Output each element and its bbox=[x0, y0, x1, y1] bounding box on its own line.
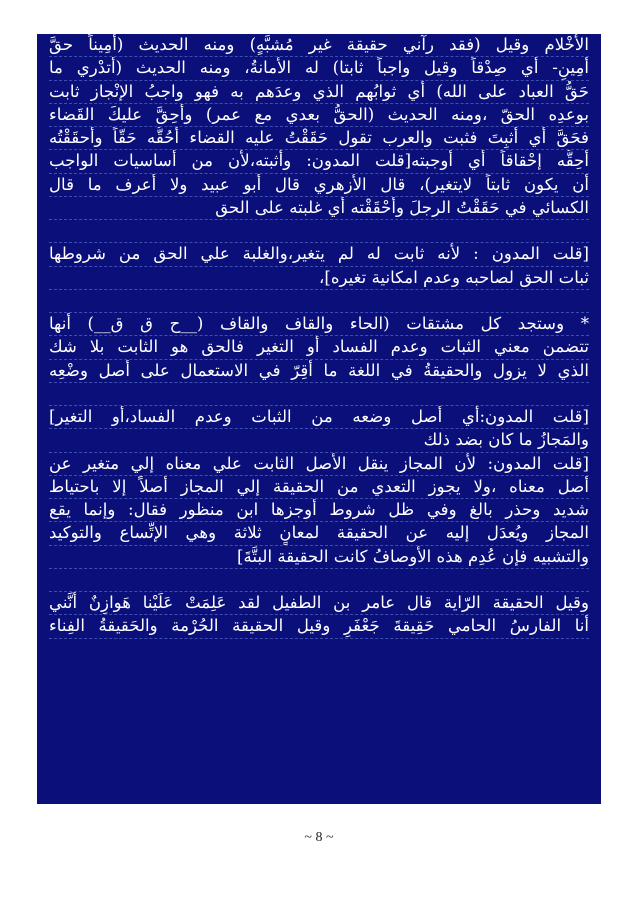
blank-line bbox=[49, 569, 589, 592]
text-line: فحَقَّ أي أُثبِتَ فثبت والعرب تقول حَقَقْتُ عليه القضاء أحُقُّه حَقّاً وأحقَقْتُه bbox=[49, 127, 589, 150]
text-line: شديد وحذر بالغ وفي ظل شروط أوجزها ابن منظور فقال: وإنما يقع bbox=[49, 499, 589, 522]
text-line: أصل معناه ،ولا يجوز التعدي من الحقيقة إلي المجاز أصلاً إلا باحتياط bbox=[49, 476, 589, 499]
text-line: * وستجد كل مشتقات (الحاء والقاف والقاف (__ح ق ق__) أنها bbox=[49, 313, 589, 336]
text-panel bbox=[37, 34, 601, 804]
text-line: [قلت المدون : لأنه ثابت له لم يتغير،والغلبة علي الحق من شروطها bbox=[49, 243, 589, 266]
page-number: ~ 8 ~ bbox=[304, 830, 334, 845]
text-line: والمَجازُ ما كان بضد ذلك bbox=[49, 429, 589, 452]
text-line: بوعدِه الحقّ ،ومنه الحديث (الحقُّ بعدي مع عمر) وأُحِقَّ عليكَ القَضاء bbox=[49, 104, 589, 127]
text-line: أن يكون ثابتاً لايتغير)، قال الأزهري قال أبو عبيد ولا أعرف ما قال bbox=[49, 174, 589, 197]
text-line: حَقُّ العباد على الله) أي ثوابُهم الذي وعدَهم به فهو واجبُ الإنْجاز ثابت bbox=[49, 81, 589, 104]
text-line: الكسائي في حَقَقْتُ الرجلَ وأحْقَقْته أي غلبته على الحق bbox=[49, 197, 589, 220]
text-line: أمِينٍ- أي صِدْقاً وقيل واجباً ثابتا) له الأمانةُ، ومنه الحديث (أتدْري ما bbox=[49, 57, 589, 80]
text-line: [قلت المدون: لأن المجاز ينقل الأصل الثابت علي معناه إلي متغير عن bbox=[49, 453, 589, 476]
text-line: المجاز ويُعدَل إليه عن الحقيقة لمعانٍ ثلاثة وهي الإتِّساع والتوكيد bbox=[49, 522, 589, 545]
text-line: ثبات الحق لصاحبه وعدم امكانية تغيره]، bbox=[49, 267, 589, 290]
blank-line bbox=[49, 290, 589, 313]
text-line: تتضمن معني الثبات وعدم الفساد أو التغير فالحق هو الثابت بلا شك bbox=[49, 336, 589, 359]
blank-line bbox=[49, 383, 589, 406]
blank-line bbox=[49, 220, 589, 243]
text-line: وقيل الحقيقة الرّاية قال عامر بن الطفيل لقد عَلِمَتْ عَلَيْنا هَوازِنٌ أنَّني bbox=[49, 592, 589, 615]
text-line: أُحِقُّه إحْقاقاً أي أوجبته[قلت المدون: وأثبته،لأن من أساسيات الواجب bbox=[49, 150, 589, 173]
text-line: الأخْلام وقيل (فقد رآني حقيقة غير مُشبَّهٍ) ومنه الحديث (أمِيناً حقَّ bbox=[49, 34, 589, 57]
text-line: أنا الفارسُ الحامي حَقِيقةَ جَعْفَرِ وقيل الحقيقة الحُرْمة والحَقيقةُ الفِناء bbox=[49, 615, 589, 638]
text-line: الذي لا يزول والحقيقةُ في اللغة ما أُقِرّ في الاستعمال على أصل وضْعِه bbox=[49, 360, 589, 383]
text-line: والتشبيه فإن عُدِم هذه الأوصافُ كانت الحقيقة البتَّةَ] bbox=[49, 546, 589, 569]
text-line: [قلت المدون:أي أصل وضعه من الثبات وعدم الفساد،أو التغير] bbox=[49, 406, 589, 429]
